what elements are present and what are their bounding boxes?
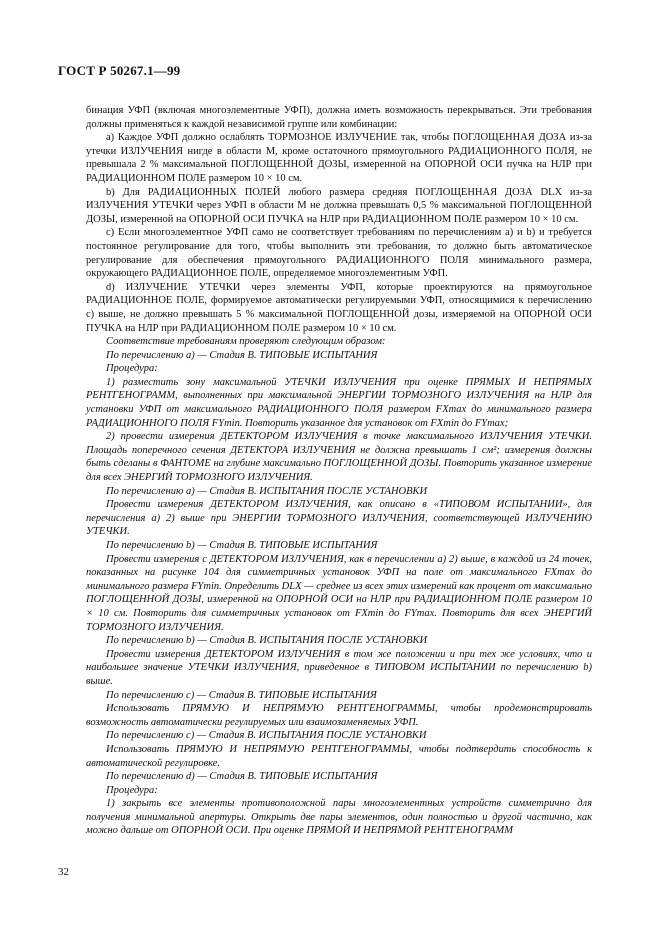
paragraph-continuation: бинация УФП (включая многоэлементные УФП), должна иметь возможность перекрываться. Эти требования должны применяться к каждой независимой группе или комбинации: xyxy=(86,105,592,130)
paragraph-c-installation: Использовать ПРЯМУЮ И НЕПРЯМУЮ РЕНТГЕНОГРАММЫ, чтобы подтвердить способность к автоматической регулировке. xyxy=(86,743,592,769)
subheading-b-installation-tests: По перечислению b) — Стадия В. ИСПЫТАНИЯ ПОСЛЕ УСТАНОВКИ xyxy=(106,635,428,647)
subheading-d-type-tests: По перечислению d) — Стадия В. ТИПОВЫЕ ИСПЫТАНИЯ xyxy=(106,771,378,783)
subheading-a-type-tests: По перечислению а) — Стадия В. ТИПОВЫЕ ИСПЫТАНИЯ xyxy=(106,349,378,361)
procedure-step-1: 1) разместить зону максимальной УТЕЧКИ ИЗЛУЧЕНИЯ при оценке ПРЯМЫХ И НЕПРЯМЫХ РЕНТГЕНОГРАММ, выполненных при максимальной ЭНЕРГИИ ТОРМОЗНОГО ИЗЛУЧЕНИЯ на НЛР для установки УФП от максимального РАДИАЦИОННОГО ПОЛЯ размером FXmax до минимального размера РАДИАЦИОННОГО ПОЛЯ FYmin. Повторить указанное для установок от FXmin до FYmax; xyxy=(86,376,592,429)
paragraph-item-a: а) Каждое УФП должно ослаблять ТОРМОЗНОЕ ИЗЛУЧЕНИЕ так, чтобы ПОГЛОЩЕННАЯ ДОЗА из-за утечки ИЗЛУЧЕНИЯ нигде в области M, кроме остаточного прямоугольного РАДИАЦИОННОГО ПОЛЯ, не превышала 2 % максимальной ПОГЛОЩЕННОЙ ДОЗЫ, измеренной на ОПОРНОЙ ОСИ пучка на НЛР при РАДИАЦИОННОМ ПОЛЕ размером 10 × 10 см. xyxy=(86,132,592,184)
procedure-step-2: 2) провести измерения ДЕТЕКТОРОМ ИЗЛУЧЕНИЯ в точке максимального ИЗЛУЧЕНИЯ УТЕЧКИ. Площадь поперечного сечения ДЕТЕКТОРА ИЗЛУЧЕНИЯ не должна превышать 1 см²; измерения должны быть сделаны в ФАНТОМЕ на глубине максимально ПОГЛОЩЕННОЙ ДОЗЫ. Повторить указанное измерение для всех ЭНЕРГИЙ ТОРМОЗНОГО ИЗЛУЧЕНИЯ. xyxy=(86,431,592,484)
subheading-c-type-tests: По перечислению с) — Стадия В. ТИПОВЫЕ ИСПЫТАНИЯ xyxy=(106,689,377,701)
paragraph-b-installation: Провести измерения ДЕТЕКТОРОМ ИЗЛУЧЕНИЯ в том же положении и при тех же условиях, что и наибольшее значение УТЕЧКИ ИЗЛУЧЕНИЯ, приведенное в ТИПОВОМ ИСПЫТАНИИ по перечислению b) выше. xyxy=(86,648,592,687)
page-number: 32 xyxy=(58,866,69,878)
document-body xyxy=(86,104,592,838)
subheading-c-installation-tests: По перечислению с) — Стадия В. ИСПЫТАНИЯ ПОСЛЕ УСТАНОВКИ xyxy=(106,730,427,742)
paragraph-item-d: d) ИЗЛУЧЕНИЕ УТЕЧКИ через элементы УФП, которые проектируются на прямоугольное РАДИАЦИОННОЕ ПОЛЕ, формируемое автоматически регулируемыми УФП, относящимися к перечислению с) выше, не должно превышать 5 % максимальной ПОГЛОЩЕННОЙ дозы, измеряемой на ОПОРНОЙ ОСИ ПУЧКА на НЛР при РАДИАЦИОННОМ ПОЛЕ размером 10 × 10 см. xyxy=(86,281,592,334)
procedure-label: Процедура: xyxy=(106,363,158,375)
paragraph-item-c: с) Если многоэлементное УФП само не соответствует требованиям по перечислениям а) и b) и требуется постоянное регулирование для того, чтобы выполнить эти требования, то должно быть автоматическое регулирование для обеспечения прямоугольного РАДИАЦИОННОГО ПОЛЯ минимального размера, окружающего РАДИАЦИОННОЕ ПОЛЕ, определяемое многоэлементным УФП. xyxy=(86,227,592,280)
paragraph-c-type: Использовать ПРЯМУЮ И НЕПРЯМУЮ РЕНТГЕНОГРАММЫ, чтобы продемонстрировать возможность автоматически регулируемых или взаимозаменяемых УФП. xyxy=(86,703,592,728)
compliance-intro: Соответствие требованиям проверяют следующим образом: xyxy=(106,336,386,348)
subheading-b-type-tests: По перечислению b) — Стадия В. ТИПОВЫЕ ИСПЫТАНИЯ xyxy=(106,540,378,551)
paragraph-item-b: b) Для РАДИАЦИОННЫХ ПОЛЕЙ любого размера средняя ПОГЛОЩЕННАЯ ДОЗА DLX из-за ИЗЛУЧЕНИЯ УТЕЧКИ через УФП в области M не должна превышать 0,5 % максимальной ПОГЛОЩЕННОЙ ДОЗЫ, измеренной на ОПОРНОЙ ОСИ ПУЧКА на НЛР при РАДИАЦИОННОМ ПОЛЕ размером 10 × 10 см. xyxy=(86,186,592,225)
procedure-label-d: Процедура: xyxy=(106,784,158,796)
subheading-a-installation-tests: По перечислению а) — Стадия В. ИСПЫТАНИЯ ПОСЛЕ УСТАНОВКИ xyxy=(106,485,428,497)
document-header: ГОСТ Р 50267.1—99 xyxy=(58,63,181,78)
procedure-d-step-1: 1) закрыть все элементы противоположной пары многоэлементных устройств симметрично для получения минимальной апертуры. Открыть две пары элементов, один полностью и другой частично, как можно дальше от ОПОРНОЙ ОСИ. При оценке ПРЯМОЙ И НЕПРЯМОЙ РЕНТГЕНОГРАММ xyxy=(86,798,592,837)
paragraph-a-installation: Провести измерения ДЕТЕКТОРОМ ИЗЛУЧЕНИЯ, как описано в «ТИПОВОМ ИСПЫТАНИИ», для перечисления а) 2) выше при ЭНЕРГИИ ТОРМОЗНОГО ИЗЛУЧЕНИЯ, соответствующей ИЗЛУЧЕНИЮ УТЕЧКИ. xyxy=(86,499,592,538)
paragraph-b-type: Провести измерения с ДЕТЕКТОРОМ ИЗЛУЧЕНИЯ, как в перечислении а) 2) выше, в каждой из 24 точек, показанных на рисунке 104 для симметричных установок УФП на поле от максимального FXmax до минимального размера FYmin. Определить DLX — среднее из всех этих измерений как процент от максимально ПОГЛОЩЕННОЙ ДОЗЫ, измеренной на ОПОРНОЙ ОСИ на НЛР при РАДИАЦИОННОМ ПОЛЕ размером 10 × 10 см. Повторить для симметричных установок от FXmin до FYmax. Повторить для всех ЭНЕРГИЙ ТОРМОЗНОГО ИЗЛУЧЕНИЯ. xyxy=(86,553,592,633)
